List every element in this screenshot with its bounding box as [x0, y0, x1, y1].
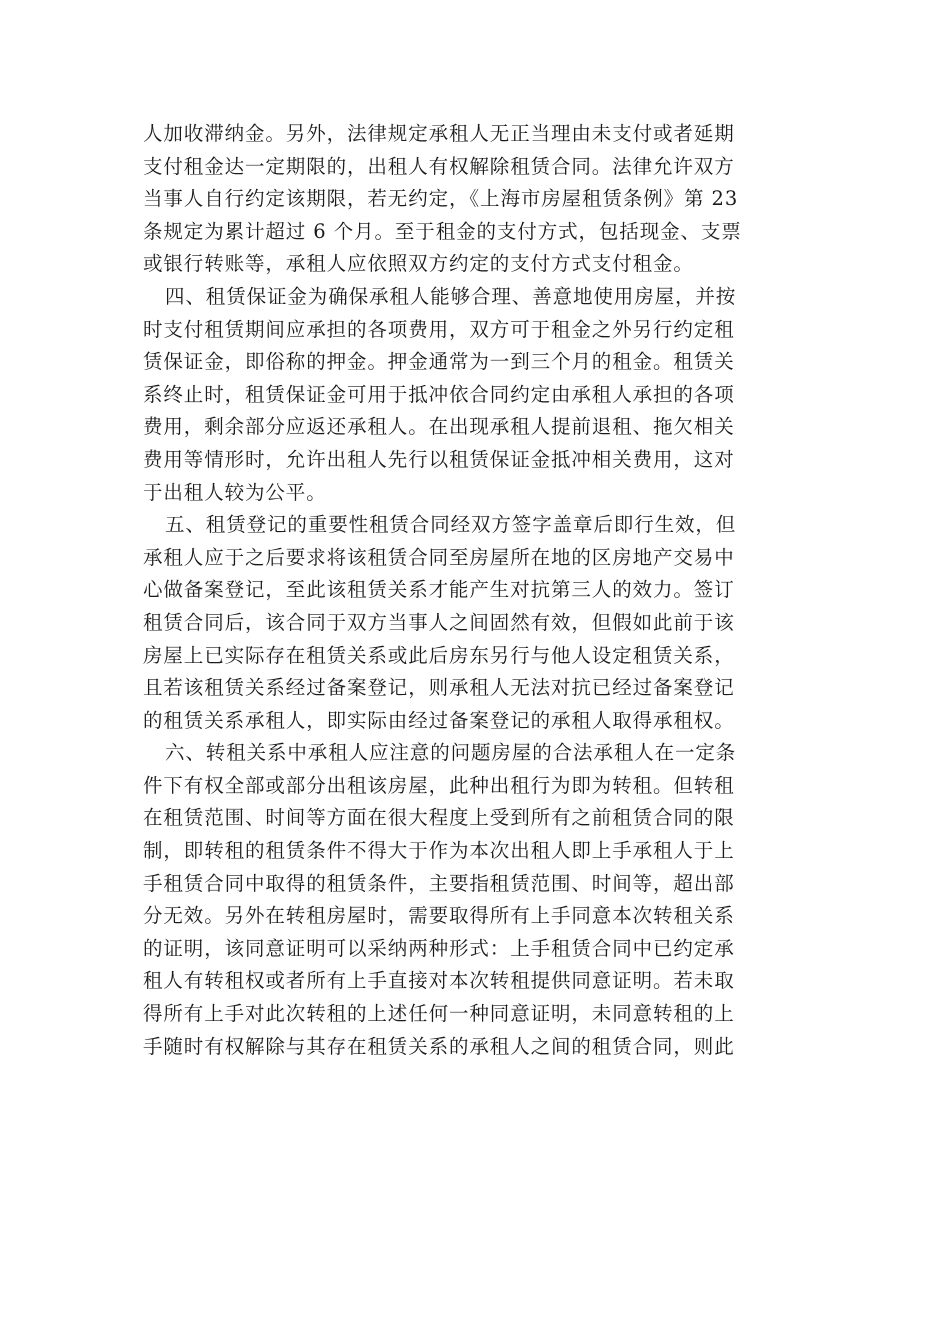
text-line: 手随时有权解除与其存在租赁关系的承租人之间的租赁合同，则此 — [143, 1034, 735, 1058]
text-line: 支付租金达一定期限的，出租人有权解除租赁合同。法律允许双方 — [143, 154, 735, 178]
paragraph-start-line: 六、转租关系中承租人应注意的问题房屋的合法承租人在一定条 — [165, 741, 737, 765]
text-line: 费用等情形时，允许出租人先行以租赁保证金抵冲相关费用，这对 — [143, 447, 735, 471]
text-line: 人加收滞纳金。另外，法律规定承租人无正当理由未支付或者延期 — [143, 122, 735, 145]
text-line: 租赁合同后，该合同于双方当事人之间固然有效，但假如此前于该 — [143, 610, 735, 634]
text-line: 时支付租赁期间应承担的各项费用，双方可于租金之外另行约定租 — [143, 317, 735, 341]
text-line: 手租赁合同中取得的租赁条件，主要指租赁范围、时间等，超出部 — [143, 871, 735, 895]
text-line: 且若该租赁关系经过备案登记，则承租人无法对抗已经过备案登记 — [143, 676, 735, 700]
text-line: 于出租人较为公平。 — [143, 480, 327, 504]
text-line: 件下有权全部或部分出租该房屋，此种出租行为即为转租。但转租 — [143, 773, 735, 797]
text-line: 费用，剩余部分应返还承租人。在出现承租人提前退租、拖欠相关 — [143, 415, 735, 439]
paragraph-start-line: 四、租赁保证金为确保承租人能够合理、善意地使用房屋，并按 — [165, 284, 737, 308]
text-line: 条规定为累计超过 6 个月。至于租金的支付方式，包括现金、支票 — [143, 219, 742, 243]
text-line: 的租赁关系承租人，即实际由经过备案登记的承租人取得承租权。 — [143, 708, 735, 732]
text-line: 当事人自行约定该期限，若无约定，《上海市房屋租赁条例》第 23 — [143, 187, 739, 211]
text-line: 赁保证金，即俗称的押金。押金通常为一到三个月的租金。租赁关 — [143, 350, 735, 374]
text-line: 或银行转账等，承租人应依照双方约定的支付方式支付租金。 — [143, 252, 694, 276]
text-line: 分无效。另外在转租房屋时，需要取得所有上手同意本次转租关系 — [143, 904, 735, 928]
text-line: 房屋上已实际存在租赁关系或此后房东另行与他人设定租赁关系， — [143, 643, 735, 667]
text-line: 得所有上手对此次转租的上述任何一种同意证明，未同意转租的上 — [143, 1002, 735, 1026]
text-line: 在租赁范围、时间等方面在很大程度上受到所有之前租赁合同的限 — [143, 806, 735, 830]
text-line: 系终止时，租赁保证金可用于抵冲依合同约定由承租人承担的各项 — [143, 382, 735, 406]
text-line: 的证明，该同意证明可以采纳两种形式：上手租赁合同中已约定承 — [143, 936, 735, 960]
text-line: 承租人应于之后要求将该租赁合同至房屋所在地的区房地产交易中 — [143, 545, 735, 569]
document-body — [143, 118, 813, 1063]
text-line: 制，即转租的租赁条件不得大于作为本次出租人即上手承租人于上 — [143, 839, 735, 863]
text-line: 心做备案登记，至此该租赁关系才能产生对抗第三人的效力。签订 — [143, 578, 735, 602]
paragraph-start-line: 五、租赁登记的重要性租赁合同经双方签字盖章后即行生效，但 — [165, 513, 737, 537]
text-line: 租人有转租权或者所有上手直接对本次转租提供同意证明。若未取 — [143, 969, 735, 993]
